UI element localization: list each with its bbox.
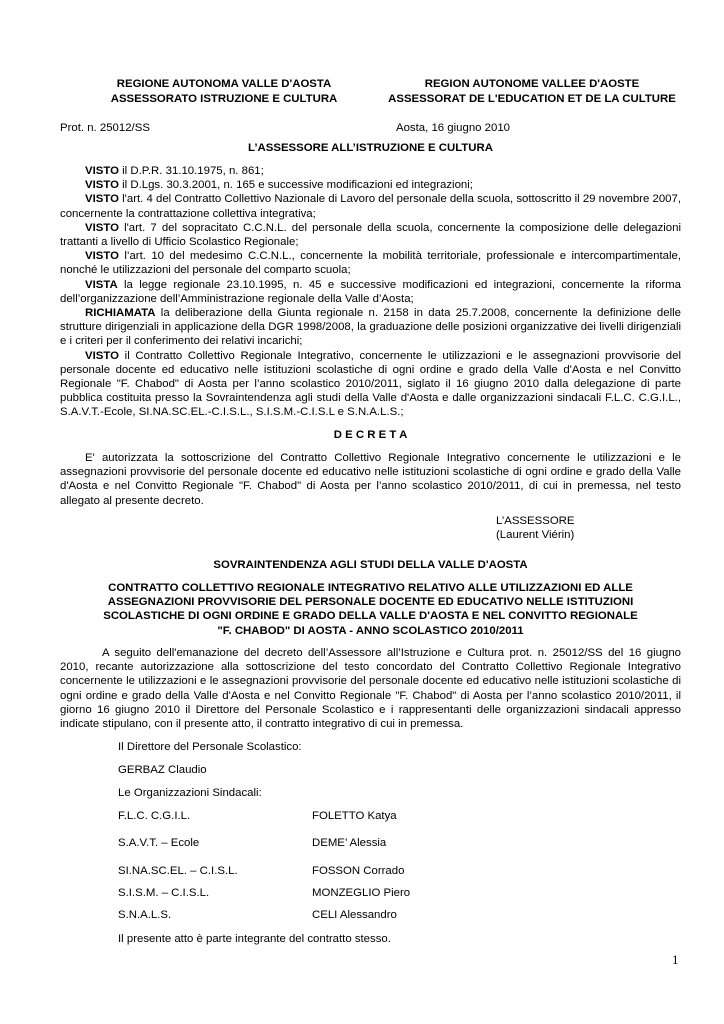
decreta-text: E' autorizzata la sottoscrizione del Contratto Collettivo Regionale Integrativo concernente le utilizzazioni e le assegnazioni provvisorie del personale docente ed educativo nelle istituzioni scolastiche di ogni ordine e grado della Valle d'Aosta e nel Convitto Regionale "F. Chabod" di Aosta per l’anno scolastico 2010/2011, di cui in premessa, nel testo allegato al presente decreto. <box>60 452 681 507</box>
union-org: S.A.V.T. – Ecole <box>118 837 200 849</box>
premise-item: RICHIAMATA la deliberazione della Giunta regionale n. 2158 in data 25.7.2008, concernente la definizione delle strutture dirigenziali in applicazione della DGR 1998/2008, la graduazione delle posizioni organizzative dei livelli dirigenziali e i criteri per il conferimento dei relativi incarichi; <box>60 307 681 348</box>
header-right-line1: REGION AUTONOME VALLEE D'AOSTE <box>424 78 640 90</box>
page-title: L’ASSESSORE ALL’ISTRUZIONE E CULTURA <box>248 142 493 154</box>
unions-label: Le Organizzazioni Sindacali: <box>118 787 262 799</box>
union-row <box>118 908 678 922</box>
premise-item: VISTA la legge regionale 23.10.1995, n. 45 e successive modificazioni ed integrazioni, concernente la riforma dell’organizzazione dell’Amministrazione regionale della Valle d’Aosta; <box>60 278 681 305</box>
union-rep: FOSSON Corrado <box>312 865 405 877</box>
closing-statement: Il presente atto è parte integrante del contratto stesso. <box>118 933 391 945</box>
union-row <box>118 836 678 850</box>
premise-item: VISTO l’art. 10 del medesimo C.C.N.L., concernente la mobilità territoriale, professionale e intercompartimentale, nonché le utilizzazioni del personale del comparto scuola; <box>60 250 681 277</box>
contract-text: A seguito dell'emanazione del decreto dell’Assessore all’Istruzione e Cultura prot. n. 25012/SS del 16 giugno 2010, recante autorizzazione alla sottoscrizione del testo concordato del Contratto Collettivo Regionale Integrativo concernente le utilizzazioni e le assegnazioni provvisorie del personale docente ed educativo nelle istituzioni scolastiche di ogni ordine e grado della Valle d'Aosta e nel Convitto Regionale "F. Chabod" di Aosta per l’anno scolastico 2010/2011, il giorno 16 giugno 2010 il Direttore del Personale Scolastico e i rappresentanti delle organizzazioni sindacali appresso indicate stipulano, con il presente atto, il contratto integrativo di cui in premessa. <box>60 647 681 731</box>
premise-item: VISTO il D.P.R. 31.10.1975, n. 861; <box>85 165 264 177</box>
union-org: S.I.S.M. – C.I.S.L. <box>118 887 210 899</box>
contract-title <box>60 581 681 638</box>
union-org: SI.NA.SC.EL. – C.I.S.L. <box>118 865 238 877</box>
contract-title-line: SCOLASTICHE DI OGNI ORDINE E GRADO DELLA VALLE D'AOSTA E NEL CONVITTO REGIONALE <box>103 610 638 623</box>
header-left-line1: REGIONE AUTONOMA VALLE D'AOSTA <box>116 78 332 90</box>
header-right-line2: ASSESSORAT DE L'EDUCATION ET DE LA CULTURE <box>388 92 676 105</box>
union-rep: FOLETTO Katya <box>312 810 397 822</box>
header-right <box>372 77 692 106</box>
contract-title-line: ASSEGNAZIONI PROVVISORIE DEL PERSONALE DOCENTE ED EDUCATIVO NELLE ISTITUZIONI <box>107 596 634 609</box>
union-rep: CELI Alessandro <box>312 909 397 921</box>
union-org: S.N.A.L.S. <box>118 909 172 921</box>
decreta-heading: D E C R E T A <box>333 429 408 441</box>
signature-block <box>496 514 575 542</box>
union-org: F.L.C. C.G.I.L. <box>118 810 191 822</box>
union-rep: DEME’ Alessia <box>312 837 387 849</box>
header-left <box>74 77 374 106</box>
union-row <box>118 864 678 878</box>
premise-item: VISTO l'art. 7 del sopracitato C.C.N.L. del personale della scuola, concernente la composizione delle delegazioni trattanti a livello di Ufficio Scolastico Regionale; <box>60 221 681 249</box>
contract-title-line: CONTRATTO COLLETTIVO REGIONALE INTEGRATIVO RELATIVO ALLE UTILIZZAZIONI ED ALLE <box>108 582 633 594</box>
signature-name: (Laurent Viérin) <box>496 529 575 542</box>
director-name: GERBAZ Claudio <box>118 764 207 776</box>
page-number: 1 <box>672 952 679 967</box>
document-date: Aosta, 16 giugno 2010 <box>396 122 511 134</box>
premise-item: VISTO il D.Lgs. 30.3.2001, n. 165 e successive modificazioni ed integrazioni; <box>85 179 473 192</box>
union-rep: MONZEGLIO Piero <box>312 887 411 899</box>
signature-role: L’ASSESSORE <box>496 515 575 527</box>
union-row <box>118 886 678 900</box>
contract-title-line: "F. CHABOD" DI AOSTA - ANNO SCOLASTICO 2010/2011 <box>217 624 524 637</box>
protocol-number: Prot. n. 25012/SS <box>60 122 150 134</box>
director-label: Il Direttore del Personale Scolastico: <box>118 741 302 753</box>
premise-item: VISTO l'art. 4 del Contratto Collettivo Nazionale di Lavoro del personale della scuola, sottoscritto il 29 novembre 2007, concernente la contrattazione collettiva integrativa; <box>60 193 681 220</box>
premises-block <box>60 164 681 420</box>
premise-item: VISTO il Contratto Collettivo Regionale Integrativo, concernente le utilizzazioni e le assegnazioni provvisorie del personale docente ed educativo nelle istituzioni scolastiche di ogni ordine e grado della Valle d'Aosta e nel Convitto Regionale "F. Chabod" di Aosta per l’anno scolastico 2010/2011, siglato il 16 giugno 2010 dalla delegazione di parte pubblica costituita presso la Sovraintendenza agli studi della Valle d'Aosta e dalle organizzazioni sindacali F.L.C. C.G.I.L., S.A.V.T.-Ecole, SI.NA.SC.EL.-C.I.S.L., S.I.S.M.-C.I.S.L e S.N.A.L.S.; <box>60 349 681 419</box>
sovraintendenza-heading: SOVRAINTENDENZA AGLI STUDI DELLA VALLE D'AOSTA <box>213 559 528 571</box>
union-row <box>118 809 678 823</box>
header-left-line2: ASSESSORATO ISTRUZIONE E CULTURA <box>110 92 338 105</box>
